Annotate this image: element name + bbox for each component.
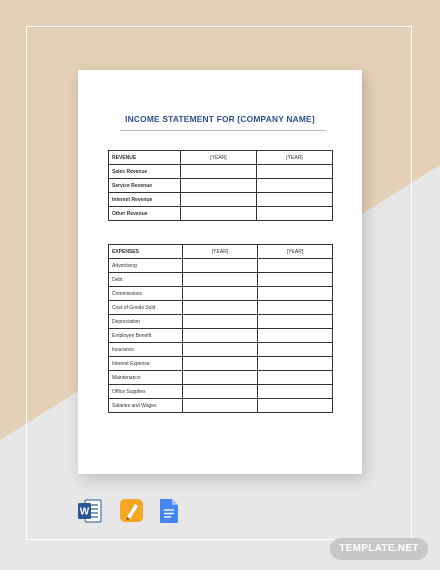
revenue-year-1: [YEAR] — [181, 151, 257, 165]
table-cell — [183, 385, 258, 399]
word-icon[interactable] — [78, 498, 100, 524]
table-cell — [181, 193, 257, 207]
row-label: Service Revenue — [109, 179, 181, 193]
table-row — [109, 207, 333, 221]
table-row — [109, 385, 333, 399]
revenue-header: REVENUE — [109, 151, 181, 165]
table-cell — [258, 273, 333, 287]
pages-icon[interactable] — [120, 498, 142, 524]
table-row — [109, 399, 333, 413]
row-label: Advertising — [109, 259, 183, 273]
expenses-table — [108, 244, 333, 413]
row-label: Other Revenue — [109, 207, 181, 221]
table-cell — [258, 259, 333, 273]
revenue-year-2: [YEAR] — [257, 151, 333, 165]
table-row — [109, 165, 333, 179]
row-label: Debt — [109, 273, 183, 287]
row-label: Employee Benefit — [109, 329, 183, 343]
table-cell — [181, 165, 257, 179]
table-cell — [183, 399, 258, 413]
table-row — [109, 357, 333, 371]
table-cell — [258, 399, 333, 413]
row-label: Depreciation — [109, 315, 183, 329]
table-row — [109, 315, 333, 329]
title-divider — [120, 130, 326, 131]
table-cell — [258, 385, 333, 399]
row-label: Insurance — [109, 343, 183, 357]
table-row — [109, 329, 333, 343]
row-label: Interest Revenue — [109, 193, 181, 207]
table-row — [109, 371, 333, 385]
row-label: Office Supplies — [109, 385, 183, 399]
row-label: Interest Expense — [109, 357, 183, 371]
google-docs-icon[interactable] — [159, 498, 181, 524]
table-cell — [257, 193, 333, 207]
table-cell — [258, 315, 333, 329]
table-cell — [258, 301, 333, 315]
row-label: Cost of Goods Sold — [109, 301, 183, 315]
table-cell — [183, 259, 258, 273]
table-cell — [181, 207, 257, 221]
table-cell — [258, 357, 333, 371]
table-row — [109, 273, 333, 287]
expenses-year-2: [YEAR] — [258, 245, 333, 259]
document-page — [78, 70, 362, 474]
expenses-header-row — [109, 245, 333, 259]
row-label: Maintenance — [109, 371, 183, 385]
table-cell — [183, 329, 258, 343]
document-title: INCOME STATEMENT FOR [COMPANY NAME] — [125, 114, 315, 124]
revenue-header-row — [109, 151, 333, 165]
table-cell — [258, 287, 333, 301]
template-net-badge[interactable]: TEMPLATE.NET — [330, 538, 428, 560]
table-cell — [257, 165, 333, 179]
row-label: Salaries and Wages — [109, 399, 183, 413]
table-cell — [258, 343, 333, 357]
table-row — [109, 301, 333, 315]
expenses-header: EXPENSES — [109, 245, 183, 259]
revenue-table — [108, 150, 333, 221]
table-cell — [183, 273, 258, 287]
svg-text:W: W — [79, 506, 90, 518]
row-label: Commissions — [109, 287, 183, 301]
expenses-year-1: [YEAR] — [183, 245, 258, 259]
table-row — [109, 179, 333, 193]
table-row — [109, 259, 333, 273]
table-cell — [257, 179, 333, 193]
table-row — [109, 287, 333, 301]
table-cell — [183, 301, 258, 315]
table-row — [109, 193, 333, 207]
table-cell — [181, 179, 257, 193]
table-cell — [257, 207, 333, 221]
table-cell — [258, 371, 333, 385]
table-cell — [183, 357, 258, 371]
table-row — [109, 343, 333, 357]
table-cell — [183, 343, 258, 357]
table-cell — [258, 329, 333, 343]
row-label: Sales Revenue — [109, 165, 181, 179]
table-cell — [183, 315, 258, 329]
table-cell — [183, 287, 258, 301]
table-cell — [183, 371, 258, 385]
